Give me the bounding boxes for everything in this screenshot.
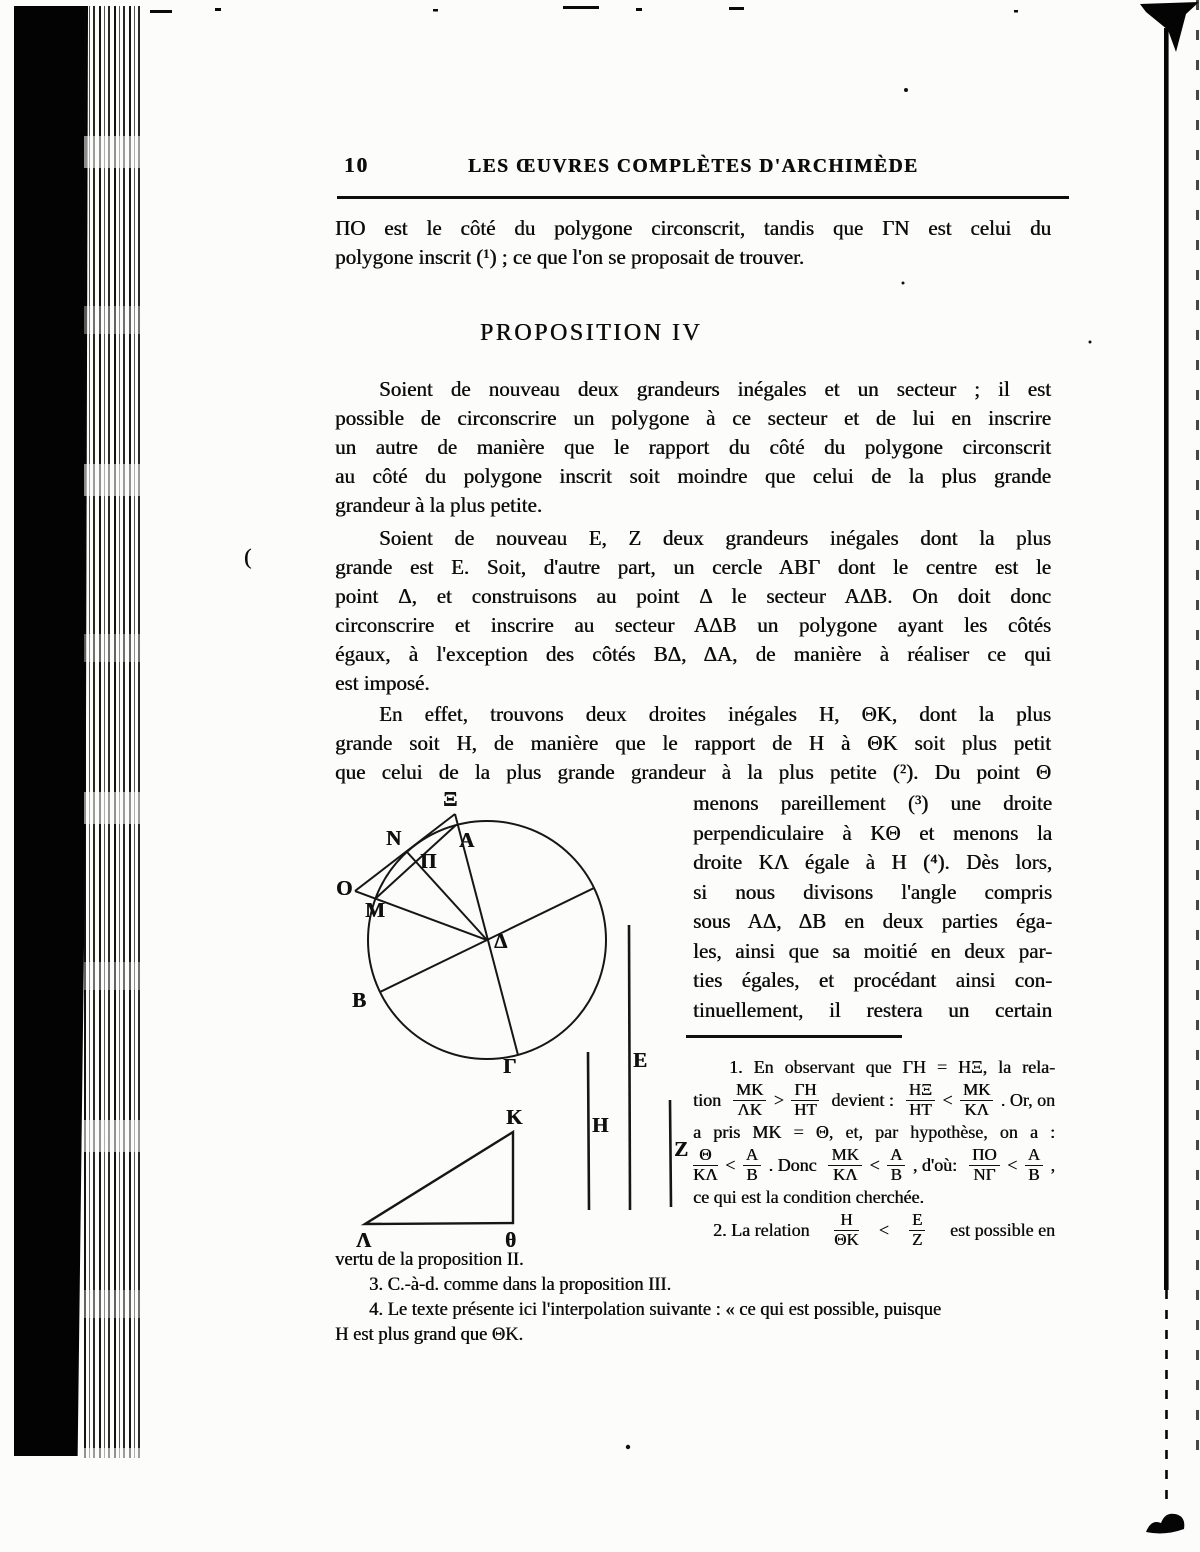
label-a: A xyxy=(459,828,475,852)
footnote-1-line: 1. En observant que ΓH = HΞ, la rela- xyxy=(729,1057,1055,1077)
fraction-denominator: KΛ xyxy=(832,1165,858,1184)
intro-line: ΠΟ est le côté du polygone circonscrit, tandis que ΓN est celui du xyxy=(335,216,1051,240)
formula-text: . Or, on xyxy=(1000,1089,1055,1110)
fraction-denominator: B xyxy=(890,1165,902,1184)
label-gamma: Γ xyxy=(503,1054,517,1078)
fraction-denominator: ΝΓ xyxy=(973,1165,996,1184)
fraction-denominator: HT xyxy=(908,1100,932,1119)
label-delta: Δ xyxy=(494,929,508,953)
proposition-heading: PROPOSITION IV xyxy=(479,320,703,346)
fraction-numerator: A xyxy=(743,1146,761,1166)
text-line: grandeur à la plus petite. xyxy=(335,493,543,517)
intro-line: polygone inscrit (¹) ; ce que l'on se proposait de trouver. xyxy=(335,245,805,269)
fraction-denominator: HT xyxy=(794,1100,817,1119)
formula-text: < xyxy=(869,1154,880,1175)
fraction-denominator: Z xyxy=(911,1230,923,1249)
text-line: point Δ, et construisons au point Δ le secteur AΔB. On doit donc xyxy=(335,584,1051,608)
formula-text: devient : xyxy=(826,1089,899,1110)
fraction-denominator: B xyxy=(1028,1165,1040,1184)
fraction-numerator: Θ xyxy=(693,1146,718,1166)
text-line: que celui de la plus grande grandeur à la plus petite (²). Du point Θ xyxy=(335,760,1051,784)
label-o: O xyxy=(336,876,353,900)
side-column-line: ties égales, et procédant ainsi con- xyxy=(693,968,1052,992)
label-n: N xyxy=(386,826,402,850)
side-column-line: sous AΔ, ΔB en deux parties éga- xyxy=(693,909,1052,933)
formula-text: < xyxy=(1007,1154,1018,1175)
text-line: En effet, trouvons deux droites inégales H, ΘK, dont la plus xyxy=(379,702,1051,726)
text-line: grande soit H, de manière que le rapport de H à ΘK soit plus petit xyxy=(335,731,1051,755)
fraction-denominator: ΛK xyxy=(737,1100,762,1119)
label-xi: Ξ xyxy=(443,787,458,811)
formula-text: , d'où: xyxy=(912,1154,962,1175)
fraction-numerator: A xyxy=(887,1146,905,1166)
text-line: circonscrire et inscrire au secteur AΔB un polygone ayant les côtés xyxy=(335,613,1051,637)
formula-text: est possible en xyxy=(945,1219,1055,1240)
formula-text: tion xyxy=(693,1089,726,1110)
page-specks xyxy=(626,88,1092,1449)
fraction-numerator: H xyxy=(834,1211,859,1231)
side-column-line: menons pareillement (³) une droite xyxy=(693,791,1052,815)
label-b: B xyxy=(352,988,367,1012)
footnote-1-line: ce qui est la condition cherchée. xyxy=(693,1187,924,1207)
label-h: H xyxy=(592,1113,609,1137)
running-title: LES ŒUVRES COMPLÈTES D'ARCHIMÈDE xyxy=(468,156,919,177)
footnote-continuation-line: 4. Le texte présente ici l'interpolation suivante : « ce qui est possible, puisque xyxy=(369,1300,942,1320)
formula-text: , xyxy=(1050,1154,1055,1175)
formula-text: < xyxy=(878,1219,889,1240)
formula-text: > xyxy=(773,1089,784,1110)
text-line: au côté du polygone inscrit soit moindre que celui de la plus grande xyxy=(335,464,1051,488)
label-e: E xyxy=(633,1048,648,1072)
footnote-1-line: a pris MK = Θ, et, par hypothèse, on a : xyxy=(693,1122,1055,1142)
label-theta: θ xyxy=(505,1228,516,1250)
fraction-denominator: B xyxy=(746,1165,758,1184)
text-line: un autre de manière que le rapport du côté du polygone circonscrit xyxy=(335,435,1051,459)
formula-text: . Donc xyxy=(768,1154,821,1175)
footnote-continuation-line: vertu de la proposition II. xyxy=(335,1250,524,1270)
page-number: 10 xyxy=(344,153,369,177)
top-edge-specks xyxy=(150,6,1018,13)
label-z: Z xyxy=(674,1137,689,1161)
formula-text: < xyxy=(725,1154,736,1175)
top-right-corner-wedge xyxy=(1140,2,1199,52)
text-line: possible de circonscrire un polygone à ce secteur et de lui en inscrire xyxy=(335,406,1051,430)
text-line: grande est E. Soit, d'autre part, un cercle ABΓ dont le centre est le xyxy=(335,555,1051,579)
fraction-numerator: A xyxy=(1025,1146,1043,1166)
side-column-line: si nous divisons l'angle compris xyxy=(693,879,1052,904)
fraction-numerator: ΠΟ xyxy=(969,1146,1000,1166)
label-pi: Π xyxy=(420,849,437,873)
formula-text: < xyxy=(942,1089,953,1110)
fraction-numerator: MK xyxy=(828,1146,861,1166)
fraction-numerator: MK xyxy=(733,1081,766,1101)
side-column-line: tinuellement, il restera un certain xyxy=(693,997,1052,1022)
fraction-numerator: MK xyxy=(960,1081,993,1101)
footnote-continuation-line: 3. C.-à-d. comme dans la proposition III. xyxy=(369,1275,672,1295)
fraction-denominator: KΛ xyxy=(964,1100,989,1119)
fraction-numerator: ΓH xyxy=(791,1081,819,1101)
stray-paren-mark: ( xyxy=(244,544,252,569)
bottom-right-smudge xyxy=(1146,1514,1184,1534)
right-margin-line xyxy=(1164,28,1169,1290)
fraction-denominator: ΘK xyxy=(834,1230,859,1249)
label-lambda: Λ xyxy=(356,1228,372,1250)
side-column-line: droite KΛ égale à H (⁴). Dès lors, xyxy=(693,850,1052,874)
label-m: M xyxy=(365,898,385,922)
fraction-numerator: E xyxy=(909,1211,925,1231)
side-column-line: les, ainsi que sa moitié en deux par- xyxy=(693,938,1052,963)
text-line: Soient de nouveau deux grandeurs inégales et un secteur ; il est xyxy=(379,377,1051,401)
footnote-continuation-line: H est plus grand que ΘK. xyxy=(335,1325,524,1345)
text-line: Soient de nouveau E, Z deux grandeurs inégales dont la plus xyxy=(379,526,1051,550)
text-line: égaux, à l'exception des côtés BΔ, ΔA, de manière à réaliser ce qui xyxy=(335,642,1051,666)
formula-text: 2. La relation xyxy=(713,1219,814,1240)
side-column-line: perpendiculaire à KΘ et menons la xyxy=(693,820,1052,845)
fraction-numerator: HΞ xyxy=(906,1081,935,1101)
text-line: est imposé. xyxy=(335,671,430,695)
fraction-denominator: KΛ xyxy=(693,1165,718,1184)
label-k: K xyxy=(506,1105,523,1129)
